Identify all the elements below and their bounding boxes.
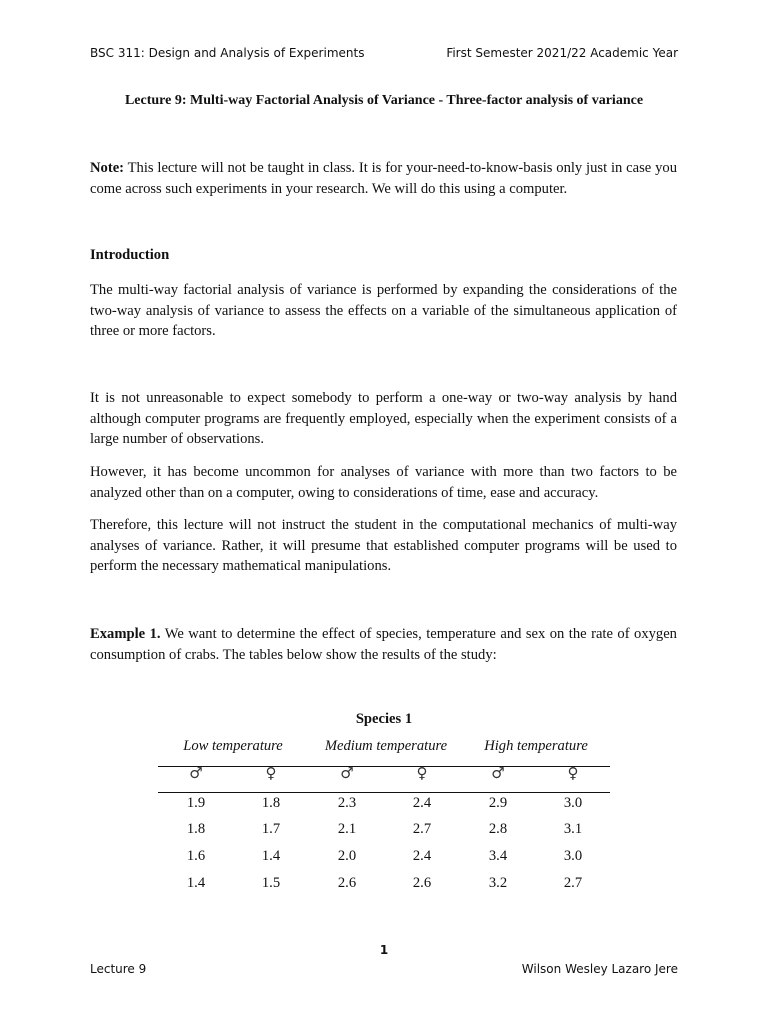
footer-lecture: Lecture 9 [90,962,147,976]
table-cell: 2.6 [412,875,432,891]
intro-paragraph-1: The multi-way factorial analysis of variance is performed by expanding the considerations of the two-way analysis of variance to assess the effects on a variable of the simultaneous application of three or more factors. [90,282,677,339]
female-icon: ♀ [265,764,277,782]
table-cell: 1.4 [186,875,206,891]
intro-paragraph-3: However, it has become uncommon for analyses of variance with more than two factors to be analyzed other than on a computer, owing to considerations of time, ease and accuracy. [90,464,677,501]
table-cell: 1.6 [186,848,206,864]
lecture-title: Lecture 9: Multi-way Factorial Analysis of Variance - Three-factor analysis of variance [124,93,644,108]
example-paragraph [90,624,677,665]
table-cell: 2.7 [412,821,432,837]
male-icon: ♂ [340,764,354,782]
table-cell: 1.4 [261,848,281,864]
table-cell: 1.9 [186,795,206,811]
table-cell: 2.9 [488,795,508,811]
header-semester: First Semester 2021/22 Academic Year [446,46,678,60]
table-cell: 1.7 [261,821,281,837]
male-icon: ♂ [189,764,203,782]
table-cell: 2.4 [412,795,432,811]
table-cell: 1.5 [261,875,281,891]
table-cell: 3.0 [563,848,583,864]
table-cell: 2.0 [337,848,357,864]
table-cell: 3.4 [488,848,508,864]
table-cell: 2.8 [488,821,508,837]
intro-paragraph-4: Therefore, this lecture will not instruct the student in the computational mechanics of multi-way analyses of variance. Rather, it will presume that established computer programs will be used to perform the necessary mathematical manipulations. [90,517,677,574]
table-cell: 3.1 [563,821,583,837]
example-label: Example 1. [90,626,161,642]
table-header-rule [158,792,610,793]
group-header-medium: Medium temperature [324,738,448,754]
table-cell: 1.8 [261,795,281,811]
group-header-high: High temperature [484,738,588,754]
header-course: BSC 311: Design and Analysis of Experiments [90,46,365,60]
page-number: 1 [379,943,389,957]
table-title: Species 1 [355,711,413,727]
table-cell: 2.6 [337,875,357,891]
introduction-heading: Introduction [90,247,170,263]
note-label: Note: [90,160,125,176]
female-icon: ♀ [567,764,579,782]
male-icon: ♂ [491,764,505,782]
footer-author: Wilson Wesley Lazaro Jere [521,962,678,976]
table-cell: 2.4 [412,848,432,864]
group-header-low: Low temperature [183,738,283,754]
note-text: This lecture will not be taught in class. It is for your-need-to-know-basis only just in case you come across such experiments in your research. We will do this using a computer. [90,160,677,197]
note-paragraph [90,158,677,199]
example-text: We want to determine the effect of species, temperature and sex on the rate of oxygen consumption of crabs. The tables below show the results of the study: [90,626,677,663]
table-cell: 3.2 [488,875,508,891]
table-cell: 2.3 [337,795,357,811]
table-cell: 1.8 [186,821,206,837]
table-cell: 2.7 [563,875,583,891]
female-icon: ♀ [416,764,428,782]
table-cell: 2.1 [337,821,357,837]
table-cell: 3.0 [563,795,583,811]
intro-paragraph-2: It is not unreasonable to expect somebody to perform a one-way or two-way analysis by hand although computer programs are frequently employed, especially when the experiment consists of a large number of observations. [90,390,677,447]
